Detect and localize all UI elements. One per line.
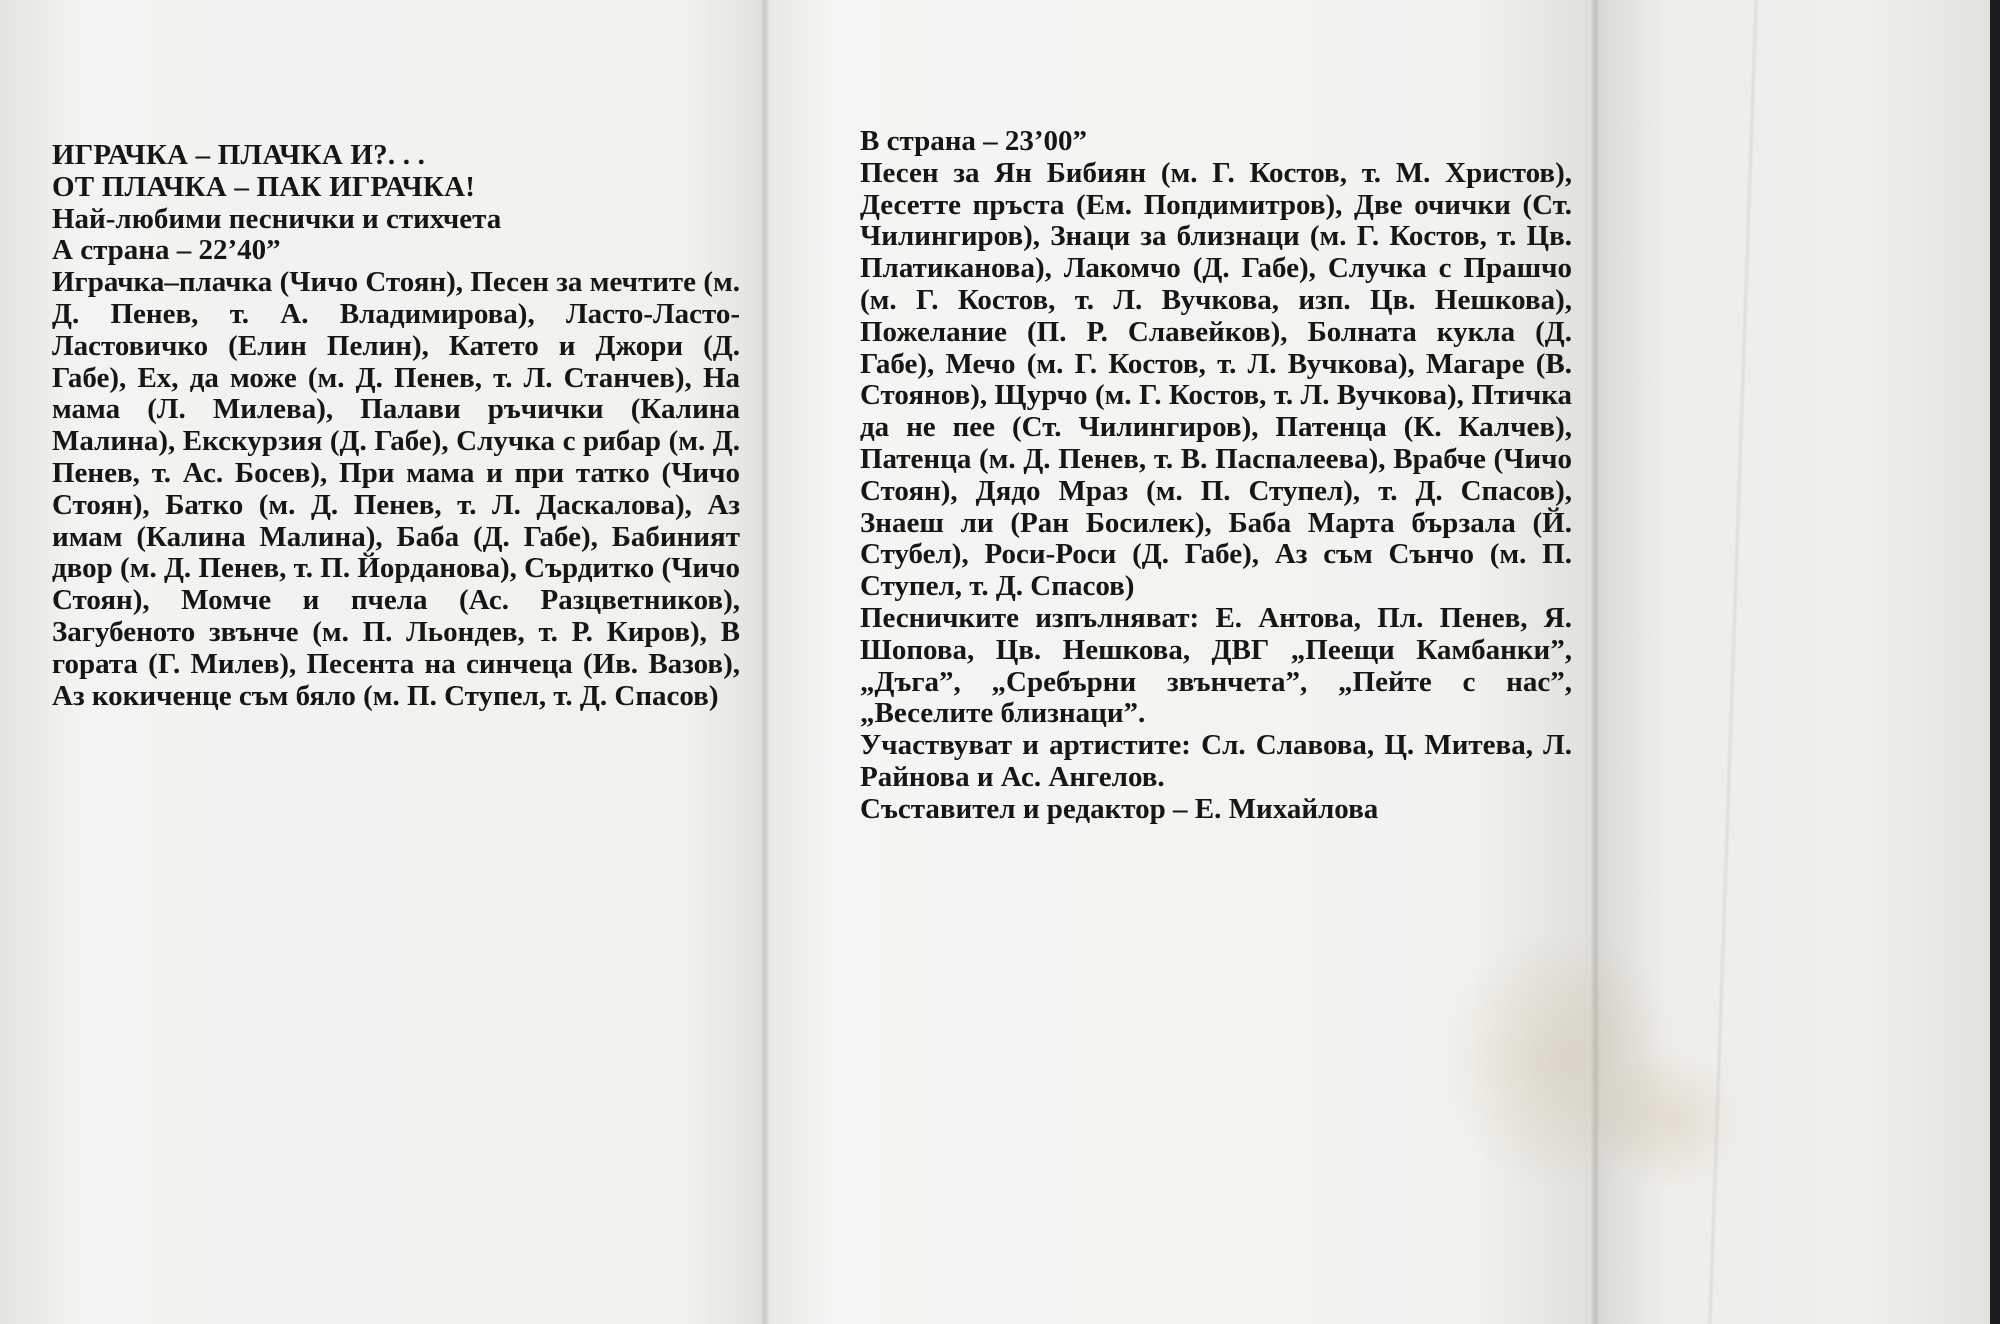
subtitle: Най-любими песнички и стихчета (52, 202, 502, 235)
side-a-track-list: Играчка–плачка (Чичо Стоян), Песен за мечтите (м. Д. Пенев, т. А. Владимирова), Ласто-Ласто-Ластовичко (Елин Пелин), Катето и Джори (Д. Габе), Ех, да може (м. Д. Пенев, т. Л. Станчев), На мама (Л. Милева), Палави ръчички (Калина Малина), Екскурзия (Д. Габе), Случка с рибар (м. Д. Пенев, т. Ас. Босев), При мама и при таткo (Чичо Стоян), Батко (м. Д. Пенев, т. Л. Даскалова), Аз имам (Калина Малина), Баба (Д. Габе), Бабиният двор (м. Д. Пенев, т. П. Йорданова), Сърдитко (Чичо Стоян), Момче и пчела (Ас. Разцветников), Загубеното звънче (м. П. Льондев, т. Р. Киров), В гората (Г. Милев), Песента на синчеца (Ив. Вазов), Аз кокиченце съм бяло (м. П. Ступел, т. Д. Спасов) (52, 266, 740, 712)
water-stain (1600, 1050, 1740, 1190)
title-line-1: ИГРАЧКА – ПЛАЧКА И?. . . (52, 139, 426, 171)
fold-line (760, 0, 770, 1324)
right-text-column (860, 126, 1572, 826)
side-b-track-list: Песен за Ян Бибиян (м. Г. Костов, т. М. Христов), Десетте пръста (Ем. Попдимитров), Две очички (Ст. Чилингиров), Знаци за близнаци (м. Г. Костов, т. Цв. Платиканова), Лакомчо (Д. Габе), Случка с Прашчо (м. Г. Костов, т. Л. Вучкова, изп. Цв. Нешкова), Пожелание (П. Р. Славейков), Болната кукла (Д. Габе), Мечо (м. Г. Костов, т. Л. Вучкова), Магаре (В. Стоянов), Щурчо (м. Г. Костов, т. Л. Вучкова), Птичка да не пее (Ст. Чилингиров), Патенца (К. Калчев), Патенца (м. Д. Пенев, т. В. Паспалеева), Врабче (Чичо Стоян), Дядо Мраз (м. П. Ступел), т. Д. Спасов), Знаеш ли (Ран Босилек), Баба Марта бързала (Й. Стубел), Роси-Роси (Д. Габе), Аз съм Сънчо (м. П. Ступел, т. Д. Спасов) (860, 156, 1572, 603)
editor-credit: Съставител и редактор – Е. Михайлова (860, 792, 1379, 825)
side-b-heading: В страна – 23’00” (860, 125, 1088, 157)
performers-credit: Песничките изпълняват: Е. Антова, Пл. Пенев, Я. Шопова, Цв. Нешкова, ДВГ „Пеещи Камбанки”, „Дъга”, „Сребърни звънчета”, „Пейте с нас”, „Веселите близнаци”. (860, 601, 1572, 730)
title-line-2: ОТ ПЛАЧКА – ПАК ИГРАЧКА! (52, 170, 476, 203)
side-a-heading: А страна – 22’40” (52, 234, 281, 267)
artists-credit: Участвуват и артистите: Сл. Славова, Ц. Митева, Л. Райнова и Ас. Ангелов. (860, 729, 1572, 793)
left-text-column (52, 140, 740, 712)
